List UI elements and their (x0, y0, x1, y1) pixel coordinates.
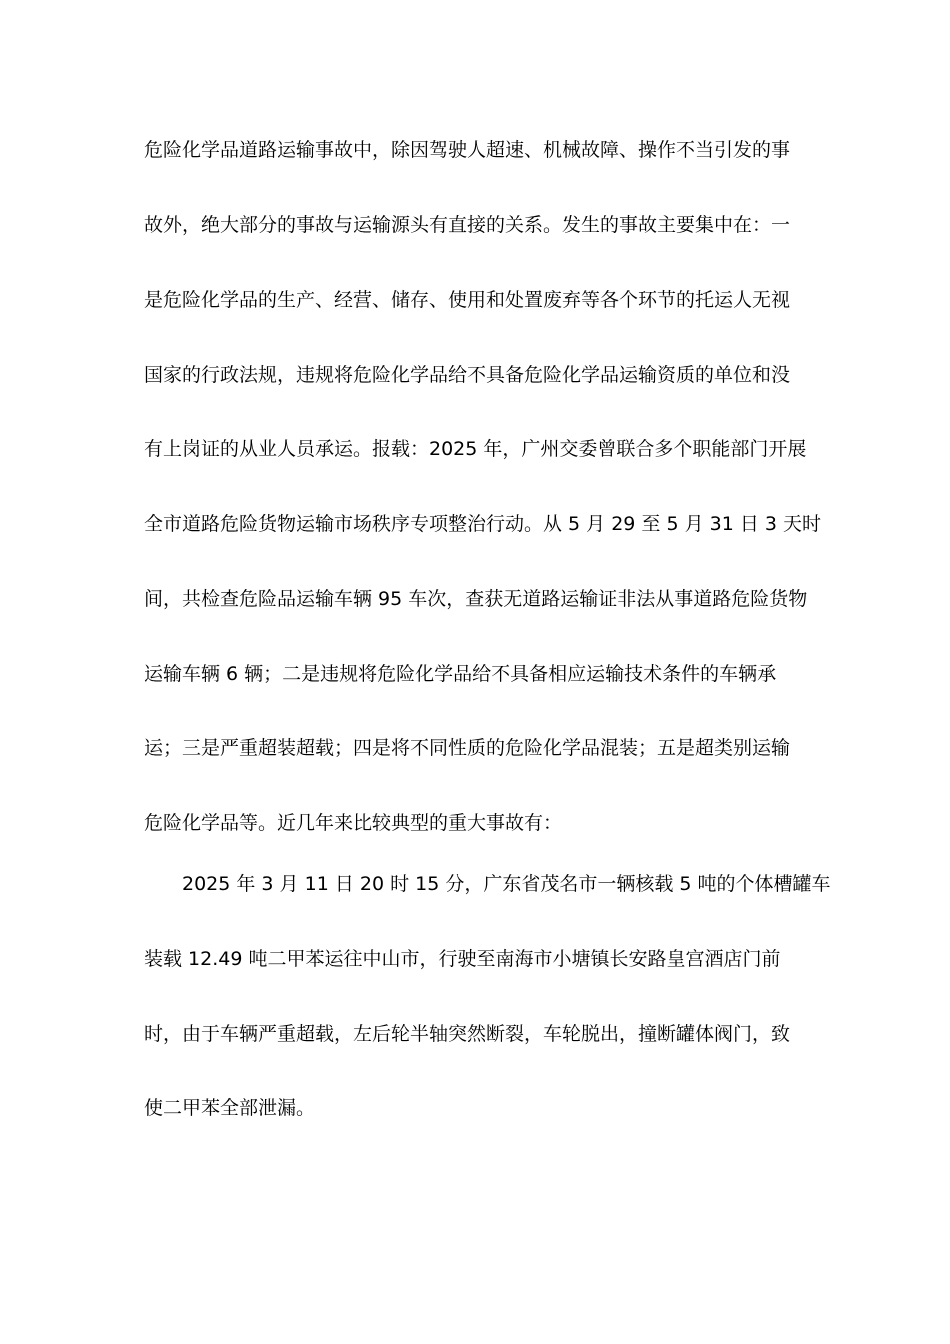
text-line: 间，共检查危险品运输车辆 95 车次，查获无道路运输证非法从事道路危险货物 (144, 588, 808, 610)
text-line: 危险化学品道路运输事故中，除因驾驶人超速、机械故障、操作不当引发的事 (144, 139, 791, 161)
text-line: 运；三是严重超装超载；四是将不同性质的危险化学品混装；五是超类别运输 (144, 737, 791, 759)
text-line: 危险化学品等。近几年来比较典型的重大事故有： (144, 812, 563, 834)
text-line: 2025 年 3 月 11 日 20 时 15 分，广东省茂名市一辆核载 5 吨的个体槽罐车 (182, 873, 831, 895)
text-line: 运输车辆 6 辆；二是违规将危险化学品给不具备相应运输技术条件的车辆承 (144, 663, 777, 685)
text-line: 使二甲苯全部泄漏。 (144, 1097, 316, 1119)
text-line: 装载 12.49 吨二甲苯运往中山市，行驶至南海市小塘镇长安路皇宫酒店门前 (144, 948, 781, 970)
text-line: 有上岗证的从业人员承运。报载：2025 年，广州交委曾联合多个职能部门开展 (144, 438, 807, 460)
text-line: 全市道路危险货物运输市场秩序专项整治行动。从 5 月 29 至 5 月 31 日 3 天时 (144, 513, 822, 535)
text-line: 国家的行政法规，违规将危险化学品给不具备危险化学品运输资质的单位和没 (144, 364, 791, 386)
text-line: 是危险化学品的生产、经营、储存、使用和处置废弃等各个环节的托运人无视 (144, 289, 791, 311)
text-line: 时，由于车辆严重超载，左后轮半轴突然断裂，车轮脱出，撞断罐体阀门，致 (144, 1023, 791, 1045)
text-line: 故外，绝大部分的事故与运输源头有直接的关系。发生的事故主要集中在：一 (144, 214, 791, 236)
